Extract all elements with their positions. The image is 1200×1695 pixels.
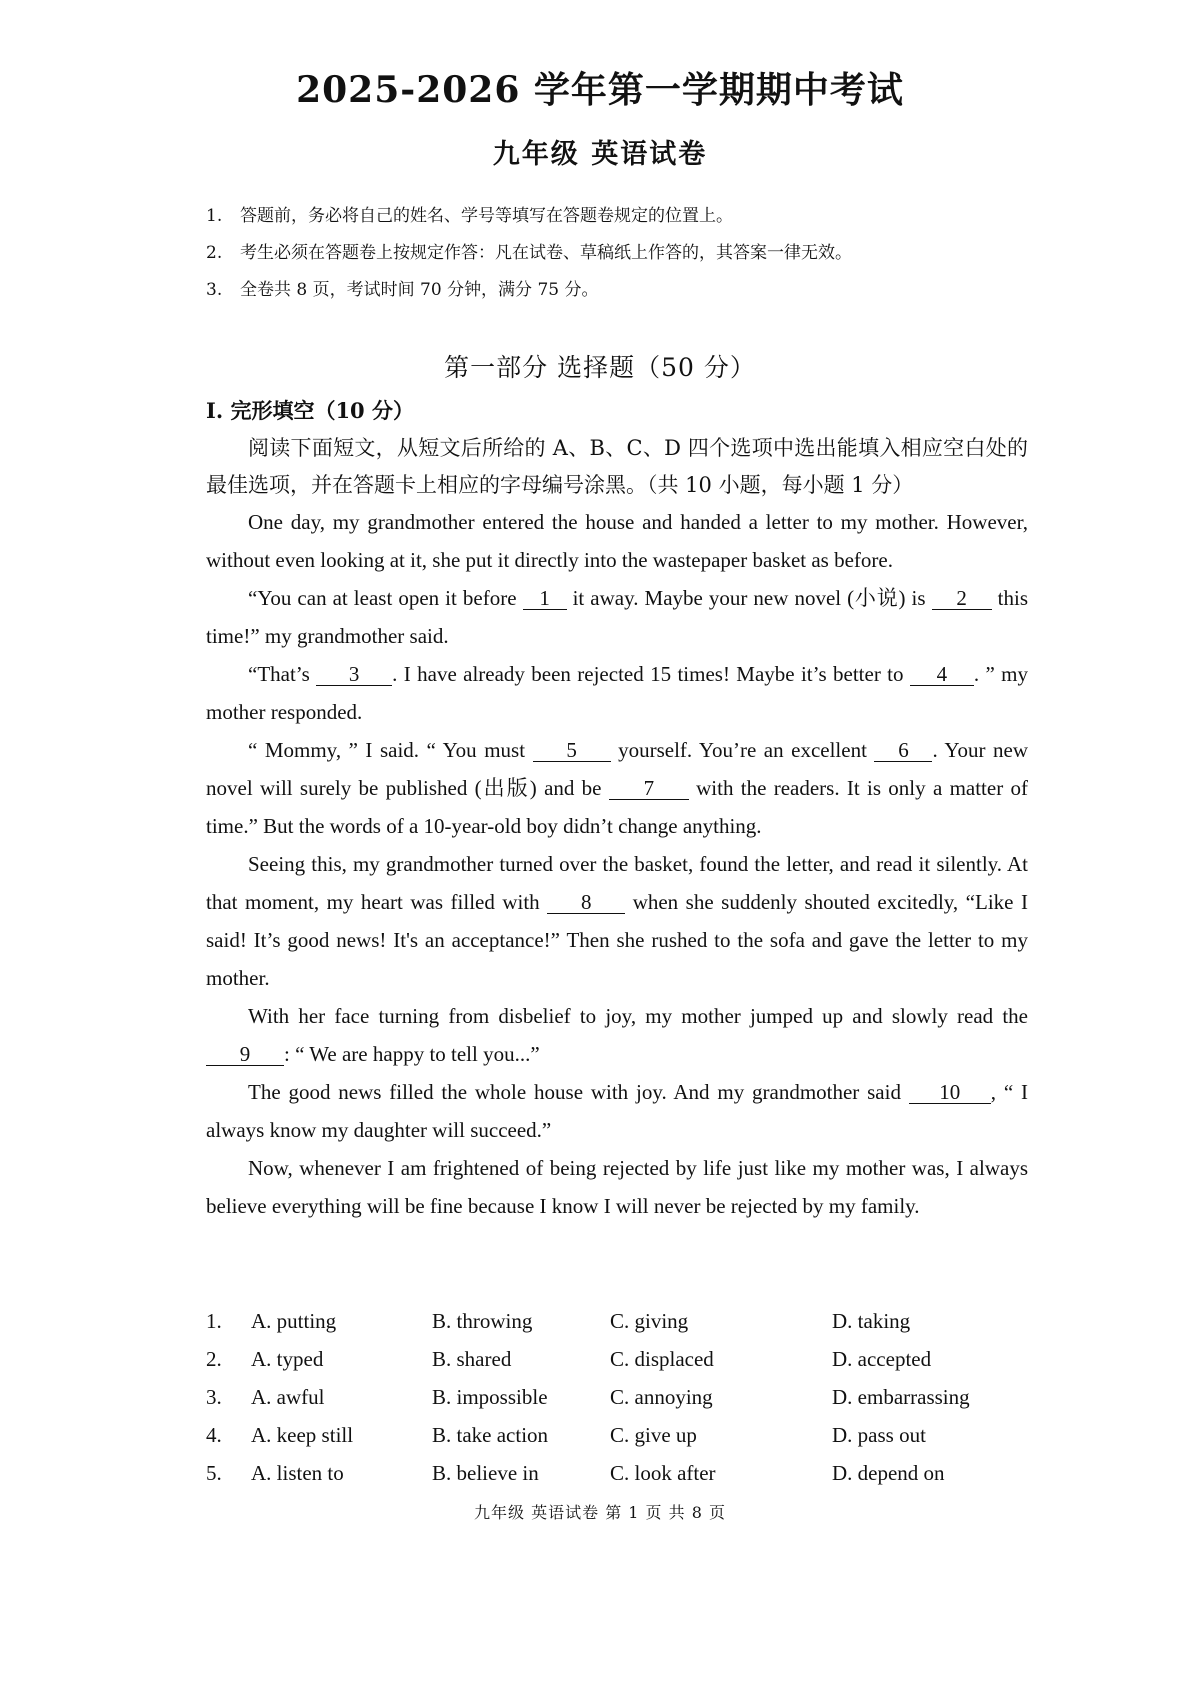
note-text: 考生必须在答题卷上按规定作答：凡在试卷、草稿纸上作答的，其答案一律无效。 xyxy=(240,243,852,263)
passage-paragraph: With her face turning from disbelief to joy, my mother jumped up and slowly read the 9 : “ We are happy to tell you...” xyxy=(206,997,1028,1073)
question-number: 2. xyxy=(206,1347,222,1371)
blank-4: 4 xyxy=(910,663,974,686)
option-d: D. depend on xyxy=(832,1461,945,1485)
option-a: A. typed xyxy=(251,1347,324,1371)
note-item xyxy=(206,198,852,235)
option-b: B. believe in xyxy=(432,1461,539,1485)
option-d: D. embarrassing xyxy=(832,1385,970,1409)
passage-paragraph: Now, whenever I am frightened of being rejected by life just like my mother was, I always believe everything will be fine because I know I will never be rejected by my family. xyxy=(206,1156,1028,1218)
question-number: 1. xyxy=(206,1309,222,1333)
question-number: 4. xyxy=(206,1423,222,1447)
page-footer: 九年级 英语试卷 第 1 页 共 8 页 xyxy=(474,1503,726,1522)
option-b: B. take action xyxy=(432,1423,549,1447)
note-number: 2. xyxy=(206,243,223,263)
note-item xyxy=(206,235,852,272)
option-d: D. pass out xyxy=(832,1423,926,1447)
exam-subtitle: 九年级 英语试卷 xyxy=(492,139,708,170)
blank-5: 5 xyxy=(533,739,611,762)
blank-7: 7 xyxy=(609,777,689,800)
blank-6: 6 xyxy=(874,739,932,762)
passage-paragraph: One day, my grandmother entered the house and handed a letter to my mother. However, without even looking at it, she put it directly into the wastepaper basket as before. xyxy=(206,510,1028,572)
question-number: 5. xyxy=(206,1461,222,1485)
section-heading: I. 完形填空（10 分） xyxy=(206,398,414,423)
blank-9: 9 xyxy=(206,1043,284,1066)
passage-paragraph: “You can at least open it before 1 it away. Maybe your new novel (小说) is 2 this time!” my grandmother said. xyxy=(206,586,1028,648)
option-c: C. displaced xyxy=(610,1347,714,1371)
option-a: A. awful xyxy=(251,1385,325,1409)
blank-2: 2 xyxy=(932,587,992,610)
blank-3: 3 xyxy=(316,663,392,686)
option-c: C. look after xyxy=(610,1461,716,1485)
option-c: C. annoying xyxy=(610,1385,713,1409)
option-a: A. putting xyxy=(251,1309,337,1333)
option-c: C. giving xyxy=(610,1309,689,1333)
note-number: 1. xyxy=(206,206,223,226)
note-text: 答题前，务必将自己的姓名、学号等填写在答题卷规定的位置上。 xyxy=(240,206,733,226)
option-b: B. impossible xyxy=(432,1385,548,1409)
option-c: C. give up xyxy=(610,1423,697,1447)
question-number: 3. xyxy=(206,1385,222,1409)
option-b: B. throwing xyxy=(432,1309,533,1333)
passage-paragraph: “That’s 3 . I have already been rejected 15 times! Maybe it’s better to 4 . ” my mother responded. xyxy=(206,662,1028,724)
option-d: D. taking xyxy=(832,1309,911,1333)
option-a: A. listen to xyxy=(251,1461,344,1485)
option-d: D. accepted xyxy=(832,1347,932,1371)
blank-1: 1 xyxy=(523,587,567,610)
passage-paragraph: Seeing this, my grandmother turned over the basket, found the letter, and read it silently. At that moment, my heart was filled with 8 when she suddenly shouted excitedly, “Like I said! It’s good news! It's an acceptance!” Then she rushed to the sofa and gave the letter to my mother. xyxy=(206,852,1028,990)
exam-title: 2025-2026 学年第一学期期中考试 xyxy=(296,69,904,111)
blank-8: 8 xyxy=(547,891,625,914)
section-instructions: 阅读下面短文，从短文后所给的 A、B、C、D 四个选项中选出能填入相应空白处的最佳选项，并在答题卡上相应的字母编号涂黑。（共 10 小题，每小题 1 分） xyxy=(206,436,1028,497)
exam-notes xyxy=(206,198,852,309)
cloze-passage xyxy=(206,503,1028,1225)
note-text: 全卷共 8 页，考试时间 70 分钟，满分 75 分。 xyxy=(240,280,599,300)
note-item xyxy=(206,272,852,309)
option-a: A. keep still xyxy=(251,1423,354,1447)
part-title: 第一部分 选择题（50 分） xyxy=(444,353,756,382)
passage-paragraph: The good news filled the whole house with joy. And my grandmother said 10 , “ I always know my daughter will succeed.” xyxy=(206,1080,1028,1142)
option-b: B. shared xyxy=(432,1347,512,1371)
passage-paragraph: “ Mommy, ” I said. “ You must 5 yourself. You’re an excellent 6 . Your new novel will surely be published (出版) and be 7 with the readers. It is only a matter of time.” But the words of a 10-year-old boy didn’t change anything. xyxy=(206,738,1028,838)
blank-10: 10 xyxy=(909,1081,991,1104)
note-number: 3. xyxy=(206,280,223,300)
